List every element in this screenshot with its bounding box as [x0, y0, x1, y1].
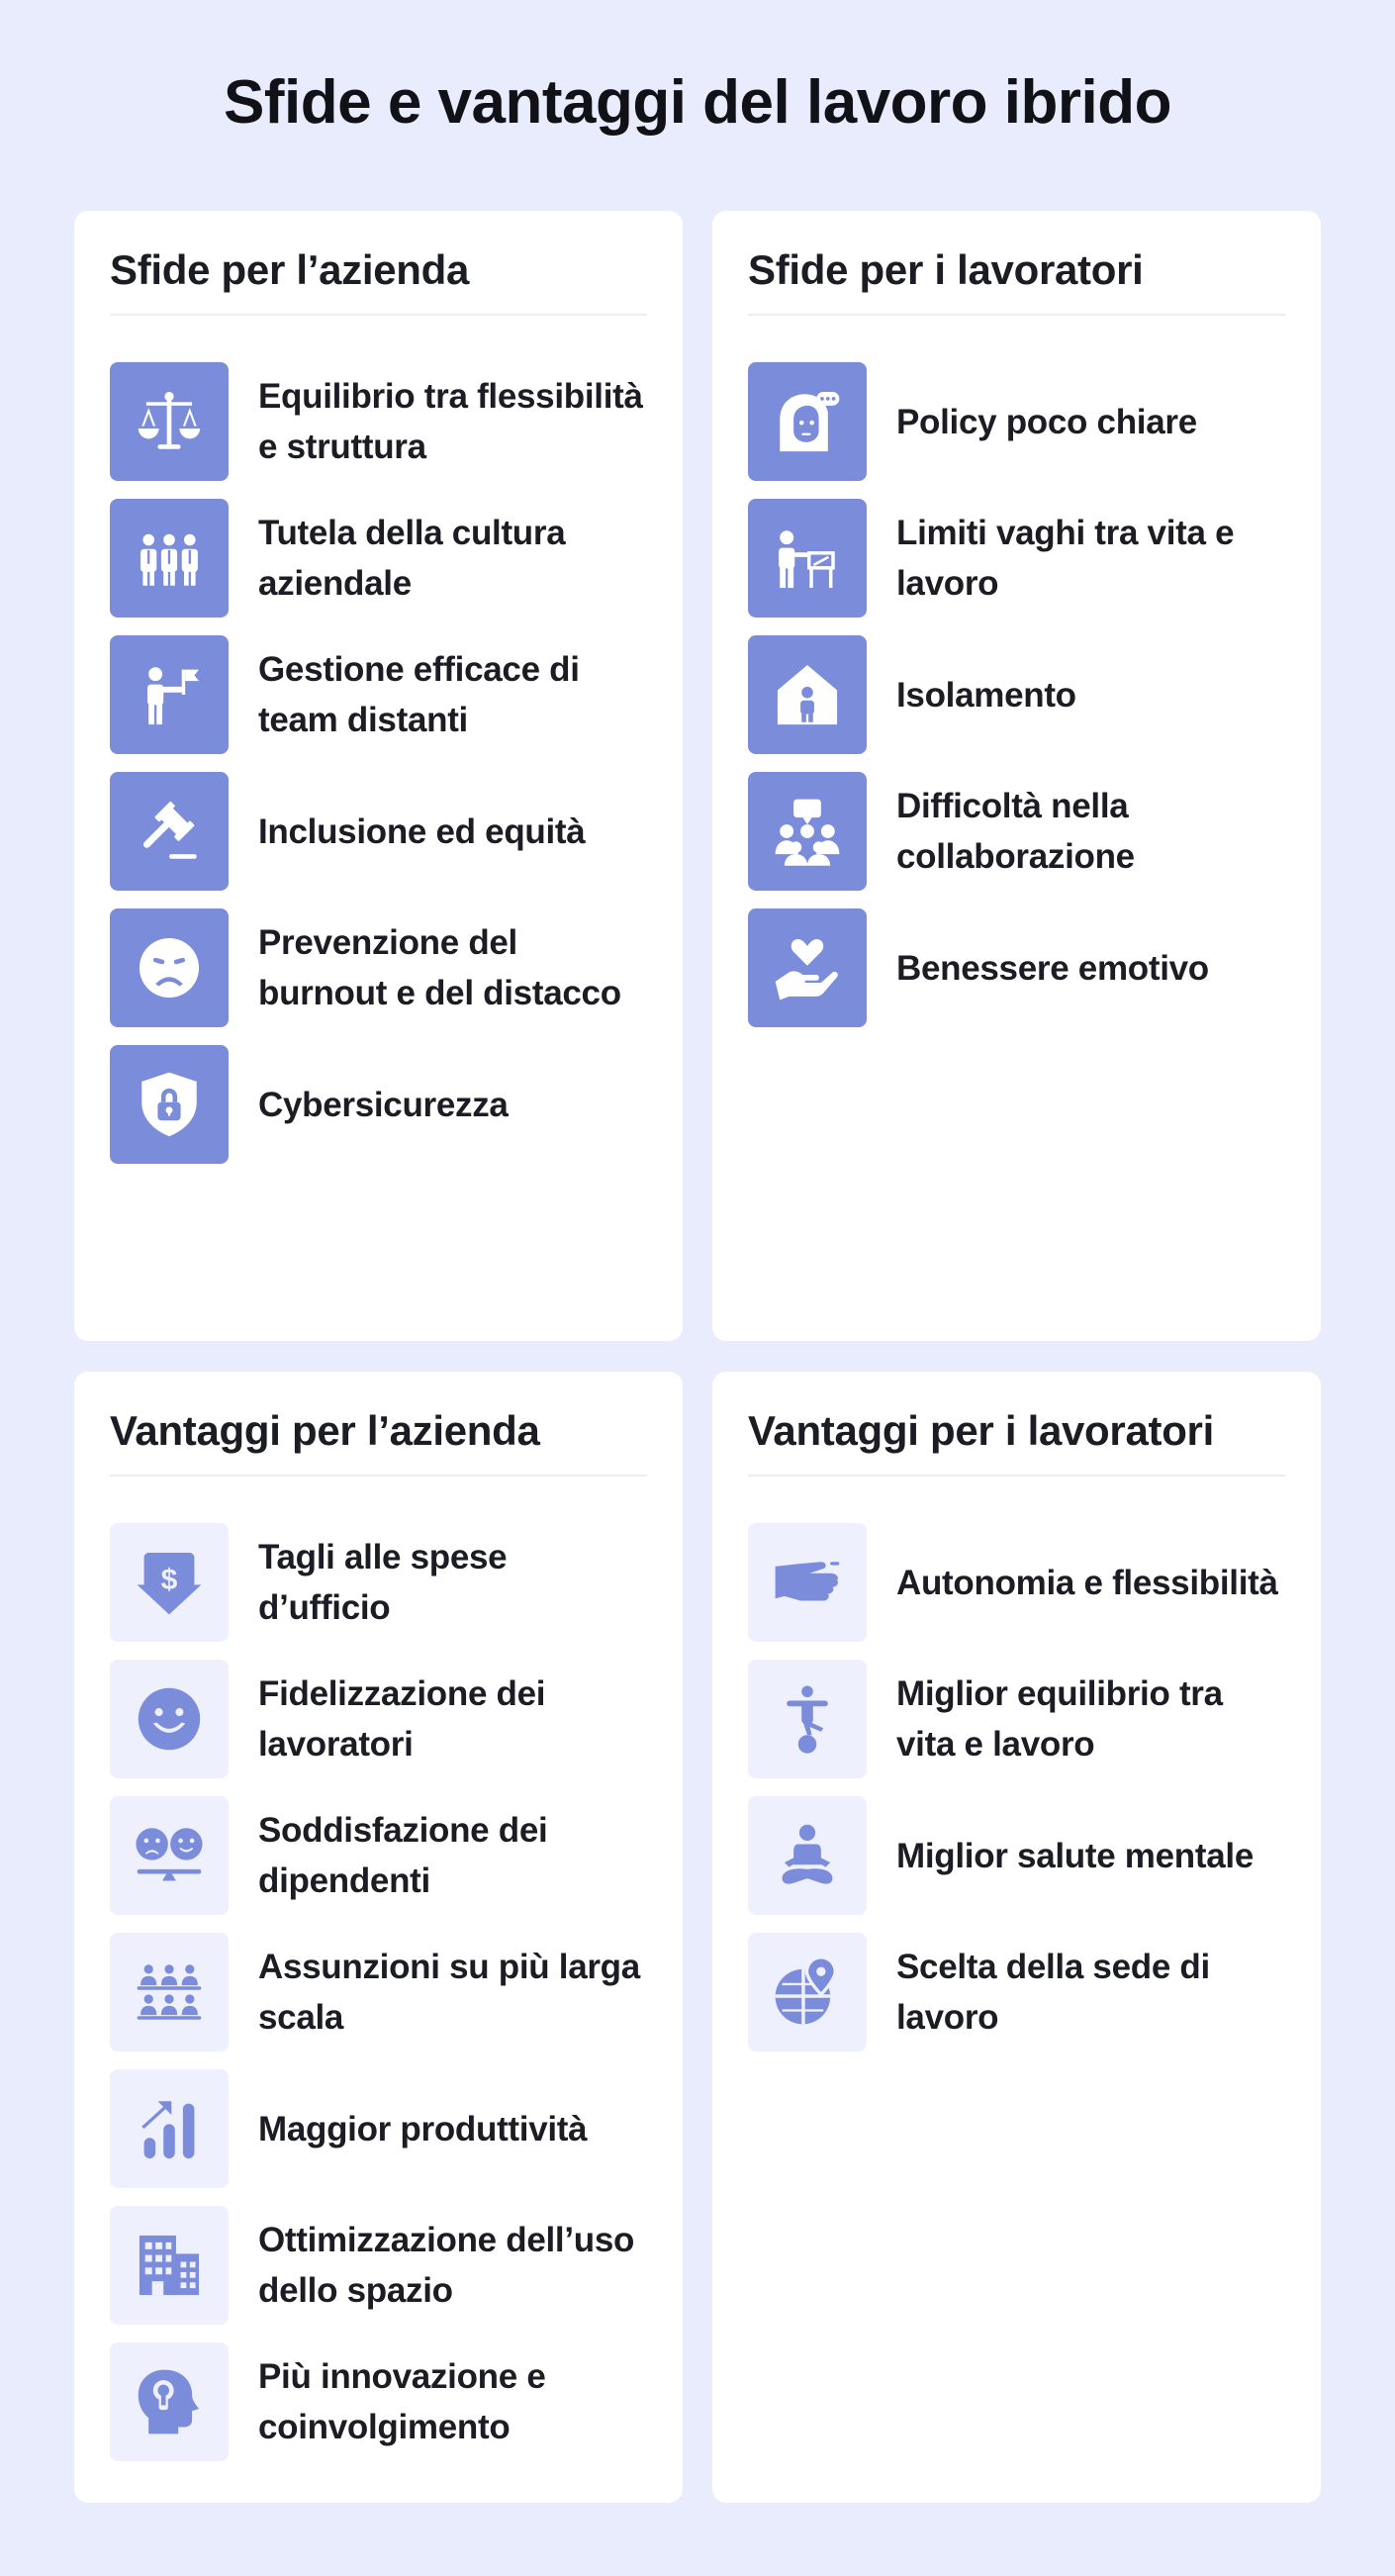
list-item — [110, 362, 647, 481]
dollar-down-icon — [110, 1523, 229, 1642]
heart-hand-icon — [748, 908, 867, 1027]
page-title: Sfide e vantaggi del lavoro ibrido — [224, 68, 1171, 137]
list-item — [748, 1933, 1285, 2051]
list-item — [110, 2206, 647, 2325]
list-item — [110, 499, 647, 618]
item-label: Fidelizzazione dei lavoratori — [258, 1674, 546, 1764]
growth-chart-icon — [110, 2069, 229, 2188]
list-item — [110, 1660, 647, 1778]
head-idea-icon — [110, 2342, 229, 2461]
card-company-benefits — [74, 1372, 683, 2503]
item-label: Maggior produttività — [258, 2109, 588, 2148]
item-label: Ottimizzazione dell’uso dello spazio — [258, 2221, 635, 2310]
card-worker-benefits — [712, 1372, 1321, 2503]
crowd-icon — [110, 1933, 229, 2051]
list-item — [110, 1045, 647, 1164]
buildings-icon — [110, 2206, 229, 2325]
item-label: Soddisfazione dei dipendenti — [258, 1811, 548, 1900]
item-label: Miglior equilibrio tra vita e lavoro — [896, 1674, 1223, 1764]
item-label: Isolamento — [896, 675, 1076, 715]
item-label: Benessere emotivo — [896, 948, 1209, 988]
sad-face-icon — [110, 908, 229, 1027]
team-culture-icon — [110, 499, 229, 618]
gavel-icon — [110, 772, 229, 891]
list-item — [110, 772, 647, 891]
section-title: Sfide per l’azienda — [110, 211, 647, 316]
list-item — [110, 1796, 647, 1915]
list-item — [110, 2342, 647, 2461]
item-label: Gestione efficace di team distanti — [258, 650, 580, 739]
section-title: Sfide per i lavoratori — [748, 211, 1285, 316]
handshake-icon — [748, 1523, 867, 1642]
balance-person-icon — [748, 1660, 867, 1778]
confused-person-icon — [748, 362, 867, 481]
list-item — [748, 1796, 1285, 1915]
item-label: Limiti vaghi tra vita e lavoro — [896, 514, 1235, 603]
item-label: Più innovazione e coinvolgimento — [258, 2357, 546, 2446]
list-item — [110, 1933, 647, 2051]
item-label: Tutela della cultura aziendale — [258, 514, 566, 603]
item-label: Miglior salute mentale — [896, 1836, 1254, 1875]
list-item — [110, 635, 647, 754]
leader-flag-icon — [110, 635, 229, 754]
globe-pin-icon — [748, 1933, 867, 2051]
scales-icon — [110, 362, 229, 481]
svg-text:$: $ — [160, 1563, 178, 1596]
list-item — [748, 362, 1285, 481]
item-label: Difficoltà nella collaborazione — [896, 787, 1135, 876]
item-label: Scelta della sede di lavoro — [896, 1948, 1210, 2037]
list-item — [748, 1523, 1285, 1642]
item-label: Assunzioni su più larga scala — [258, 1948, 640, 2037]
item-label: Cybersicurezza — [258, 1085, 509, 1124]
section-title: Vantaggi per i lavoratori — [748, 1372, 1285, 1477]
card-worker-challenges — [712, 211, 1321, 1341]
list-item — [110, 1523, 647, 1642]
item-label: Equilibrio tra flessibilità e struttura — [258, 377, 643, 466]
section-title: Vantaggi per l’azienda — [110, 1372, 647, 1477]
item-label: Prevenzione del burnout e del distacco — [258, 923, 621, 1012]
house-person-icon — [748, 635, 867, 754]
meditation-icon — [748, 1796, 867, 1915]
list-item — [748, 908, 1285, 1027]
faces-balance-icon — [110, 1796, 229, 1915]
card-company-challenges — [74, 211, 683, 1341]
list-item — [748, 635, 1285, 754]
shield-lock-icon — [110, 1045, 229, 1164]
item-label: Policy poco chiare — [896, 402, 1197, 441]
item-label: Inclusione ed equità — [258, 811, 586, 851]
list-item — [110, 908, 647, 1027]
list-item — [748, 1660, 1285, 1778]
person-desk-icon — [748, 499, 867, 618]
group-chat-icon — [748, 772, 867, 891]
smile-icon — [110, 1660, 229, 1778]
list-item — [110, 2069, 647, 2188]
item-label: Autonomia e flessibilità — [896, 1563, 1278, 1602]
list-item — [748, 772, 1285, 891]
item-label: Tagli alle spese d’ufficio — [258, 1538, 508, 1627]
list-item — [748, 499, 1285, 618]
